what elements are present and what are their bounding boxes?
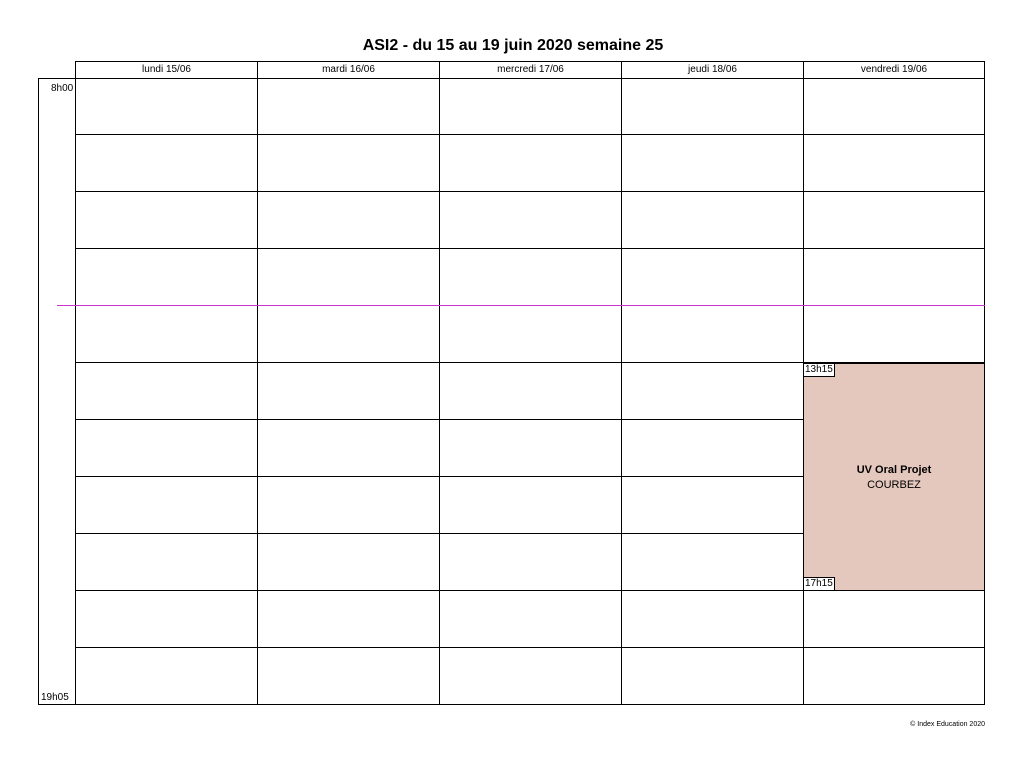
time-start-label: 8h00 <box>51 83 74 94</box>
event-start-time: 13h15 <box>805 364 833 375</box>
event-end-time: 17h15 <box>805 578 833 589</box>
event-uv-oral-projet[interactable] <box>803 363 985 591</box>
day-column-wednesday[interactable] <box>439 78 621 705</box>
current-time-line <box>57 305 985 306</box>
event-subject: UV Oral Projet <box>856 464 932 476</box>
day-header-friday: vendredi 19/06 <box>803 61 985 79</box>
copyright-notice: © Index Education 2020 <box>910 721 985 728</box>
time-column <box>38 78 76 705</box>
day-column-tuesday[interactable] <box>257 78 439 705</box>
day-header-monday: lundi 15/06 <box>75 61 257 79</box>
day-header-wednesday: mercredi 17/06 <box>439 61 621 79</box>
day-column-thursday[interactable] <box>621 78 803 705</box>
day-column-monday[interactable] <box>75 78 257 705</box>
timetable-title: ASI2 - du 15 au 19 juin 2020 semaine 25 <box>362 37 664 54</box>
day-header-thursday: jeudi 18/06 <box>621 61 803 79</box>
day-header-row <box>75 61 985 79</box>
event-teacher: COURBEZ <box>867 479 921 491</box>
day-header-tuesday: mardi 16/06 <box>257 61 439 79</box>
time-end-label: 19h05 <box>41 692 69 703</box>
